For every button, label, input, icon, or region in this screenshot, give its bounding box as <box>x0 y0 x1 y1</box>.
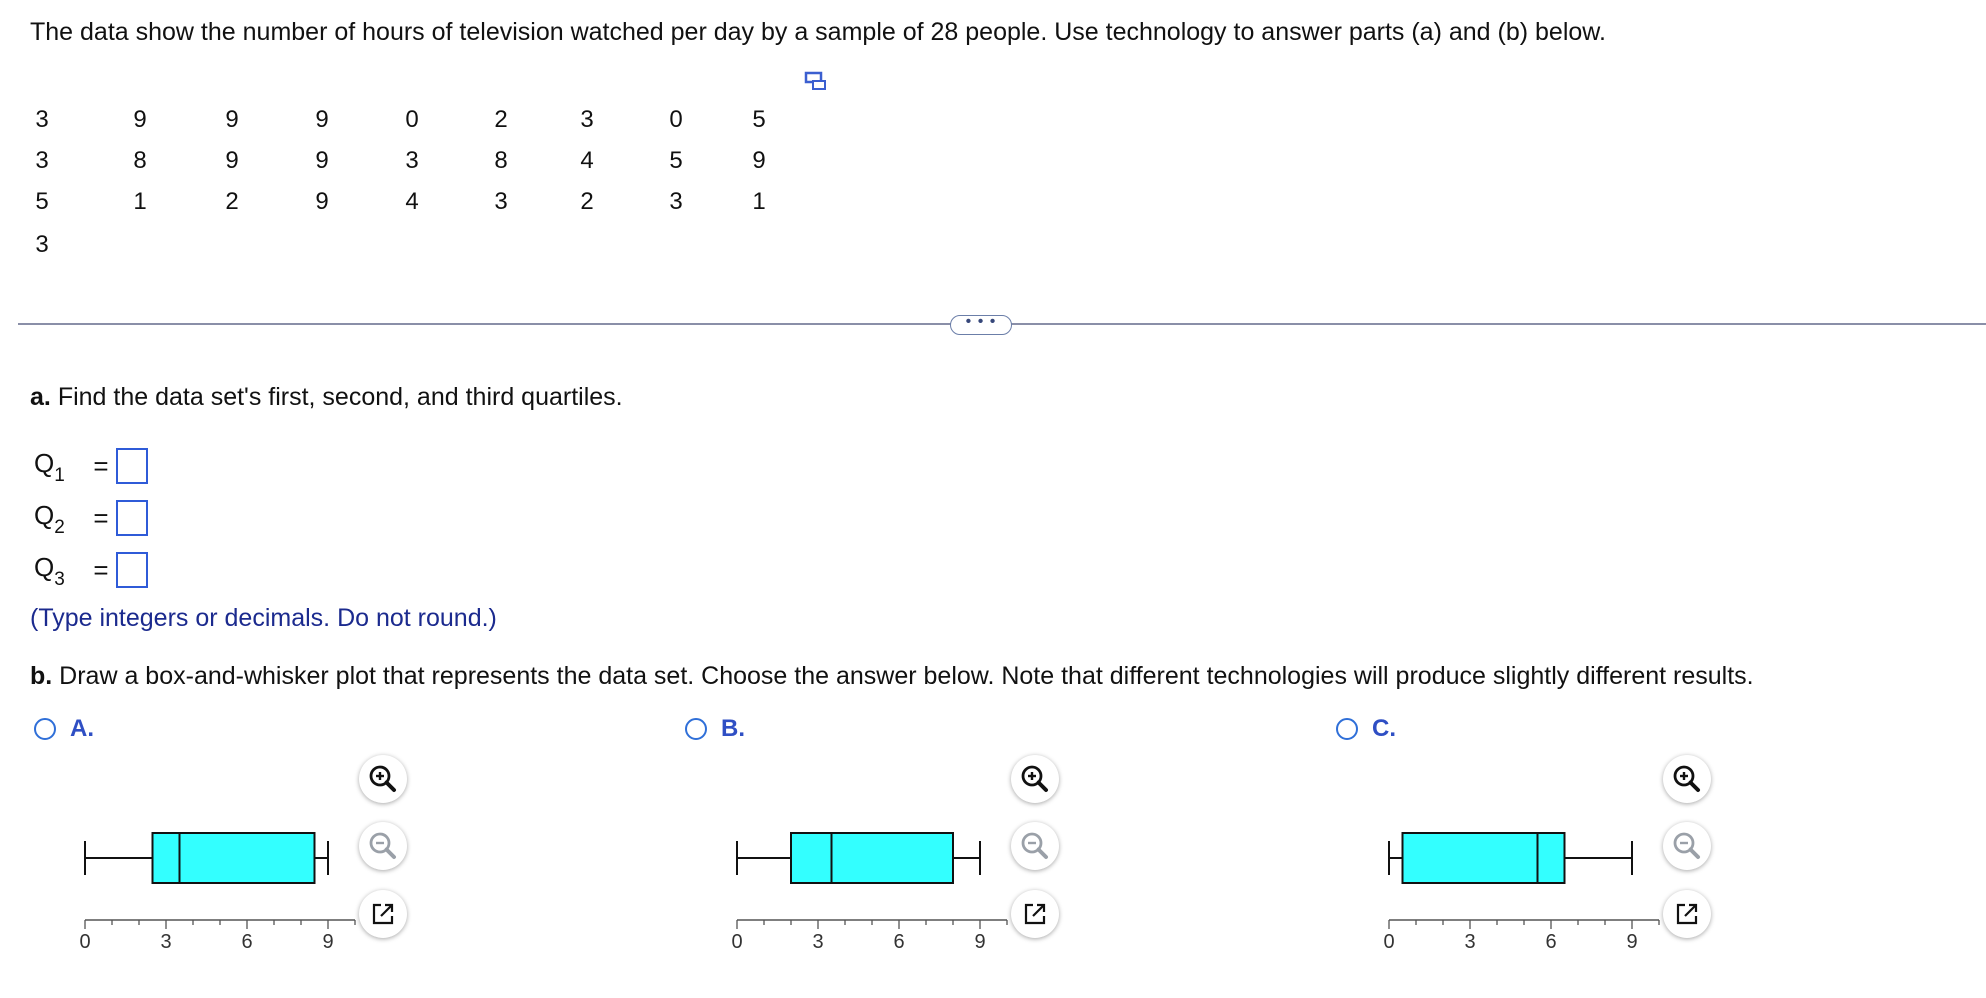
data-cell: 9 <box>315 106 329 133</box>
open-external-icon <box>1011 890 1059 938</box>
open-external-b-button[interactable] <box>1011 890 1059 938</box>
q2-input[interactable] <box>116 500 148 536</box>
part-b-text: Draw a box-and-whisker plot that represents the data set. Choose the answer below. Note that different technologies will produce slightly different results. <box>59 662 1754 690</box>
choice-c-label: C. <box>1372 715 1396 742</box>
q1-input[interactable] <box>116 448 148 484</box>
data-cell: 3 <box>405 147 419 174</box>
q2-row <box>34 500 148 539</box>
x-tick-label: 3 <box>812 931 824 953</box>
q1-label: $Q_1$ <box>34 448 65 487</box>
choice-c-radio[interactable] <box>1336 718 1358 740</box>
data-cell: 4 <box>580 147 594 174</box>
box-iqr <box>791 833 953 883</box>
q3-input[interactable] <box>116 552 148 588</box>
choice-b-label: B. <box>721 715 745 742</box>
data-cell: 5 <box>752 106 766 133</box>
data-cell: 3 <box>35 231 49 258</box>
data-cell: 9 <box>315 188 329 215</box>
data-cell: 4 <box>405 188 419 215</box>
open-external-c-button[interactable] <box>1663 890 1711 938</box>
q3-equals: = <box>93 554 109 585</box>
zoom-out-b-button[interactable] <box>1011 822 1059 870</box>
data-cell: 8 <box>494 147 508 174</box>
x-tick-label: 0 <box>1383 931 1395 953</box>
zoom-out-c-button[interactable] <box>1663 822 1711 870</box>
x-tick-label: 9 <box>1626 931 1638 953</box>
zoom-out-icon <box>1011 822 1059 870</box>
choice-a[interactable] <box>34 715 94 743</box>
data-cell: 5 <box>35 188 49 215</box>
x-tick-label: 9 <box>322 931 334 953</box>
q3-row <box>34 552 148 591</box>
question-prompt: The data show the number of hours of television watched per day by a sample of 28 people. Use technology to answer parts (a) and (b) below. <box>30 18 1606 46</box>
x-tick-label: 0 <box>731 931 743 953</box>
zoom-in-icon <box>1011 755 1059 803</box>
choice-a-radio[interactable] <box>34 718 56 740</box>
zoom-out-icon <box>359 822 407 870</box>
data-cell: 1 <box>752 188 766 215</box>
data-cell: 9 <box>133 106 147 133</box>
open-external-a-button[interactable] <box>359 890 407 938</box>
boxplot-b <box>732 820 1002 960</box>
answer-format-note: (Type integers or decimals. Do not round.) <box>30 604 497 632</box>
data-cell: 8 <box>133 147 147 174</box>
data-cell: 9 <box>225 147 239 174</box>
boxplot-a <box>80 820 350 960</box>
data-cell: 2 <box>580 188 594 215</box>
part-a-label: a. <box>30 383 51 411</box>
zoom-in-a-button[interactable] <box>359 755 407 803</box>
data-cell: 3 <box>35 147 49 174</box>
open-external-icon <box>359 890 407 938</box>
x-tick-label: 6 <box>1545 931 1557 953</box>
q1-row <box>34 448 148 487</box>
expand-more-button[interactable]: • • • <box>950 315 1012 335</box>
data-cell: 9 <box>752 147 766 174</box>
q2-equals: = <box>93 502 109 533</box>
data-cell: 3 <box>580 106 594 133</box>
choice-c[interactable] <box>1336 715 1396 743</box>
box-iqr <box>153 833 315 883</box>
data-cell: 0 <box>405 106 419 133</box>
box-iqr <box>1403 833 1565 883</box>
part-a-text: Find the data set's first, second, and third quartiles. <box>57 383 623 411</box>
data-cell: 5 <box>669 147 683 174</box>
x-tick-label: 3 <box>1464 931 1476 953</box>
data-cell: 0 <box>669 106 683 133</box>
zoom-in-icon <box>359 755 407 803</box>
data-cell: 9 <box>315 147 329 174</box>
q1-equals: = <box>93 450 109 481</box>
data-cell: 1 <box>133 188 147 215</box>
choice-a-label: A. <box>70 715 94 742</box>
choice-b[interactable] <box>685 715 745 743</box>
part-b-question <box>30 662 1754 691</box>
q3-label: $Q_3$ <box>34 552 65 591</box>
x-tick-label: 0 <box>79 931 91 953</box>
q2-label: $Q_2$ <box>34 500 65 539</box>
data-cell: 2 <box>494 106 508 133</box>
data-cell: 3 <box>669 188 683 215</box>
data-cell: 9 <box>225 106 239 133</box>
part-a-question <box>30 383 623 412</box>
part-b-label: b. <box>30 662 53 690</box>
zoom-in-b-button[interactable] <box>1011 755 1059 803</box>
choice-b-radio[interactable] <box>685 718 707 740</box>
copy-data-icon[interactable] <box>804 70 828 94</box>
zoom-in-icon <box>1663 755 1711 803</box>
open-external-icon <box>1663 890 1711 938</box>
data-cell: 3 <box>494 188 508 215</box>
x-tick-label: 9 <box>974 931 986 953</box>
data-cell: 3 <box>35 106 49 133</box>
data-cell: 2 <box>225 188 239 215</box>
boxplot-c <box>1384 820 1654 960</box>
zoom-out-icon <box>1663 822 1711 870</box>
zoom-in-c-button[interactable] <box>1663 755 1711 803</box>
x-tick-label: 6 <box>893 931 905 953</box>
x-tick-label: 3 <box>160 931 172 953</box>
x-tick-label: 6 <box>241 931 253 953</box>
zoom-out-a-button[interactable] <box>359 822 407 870</box>
